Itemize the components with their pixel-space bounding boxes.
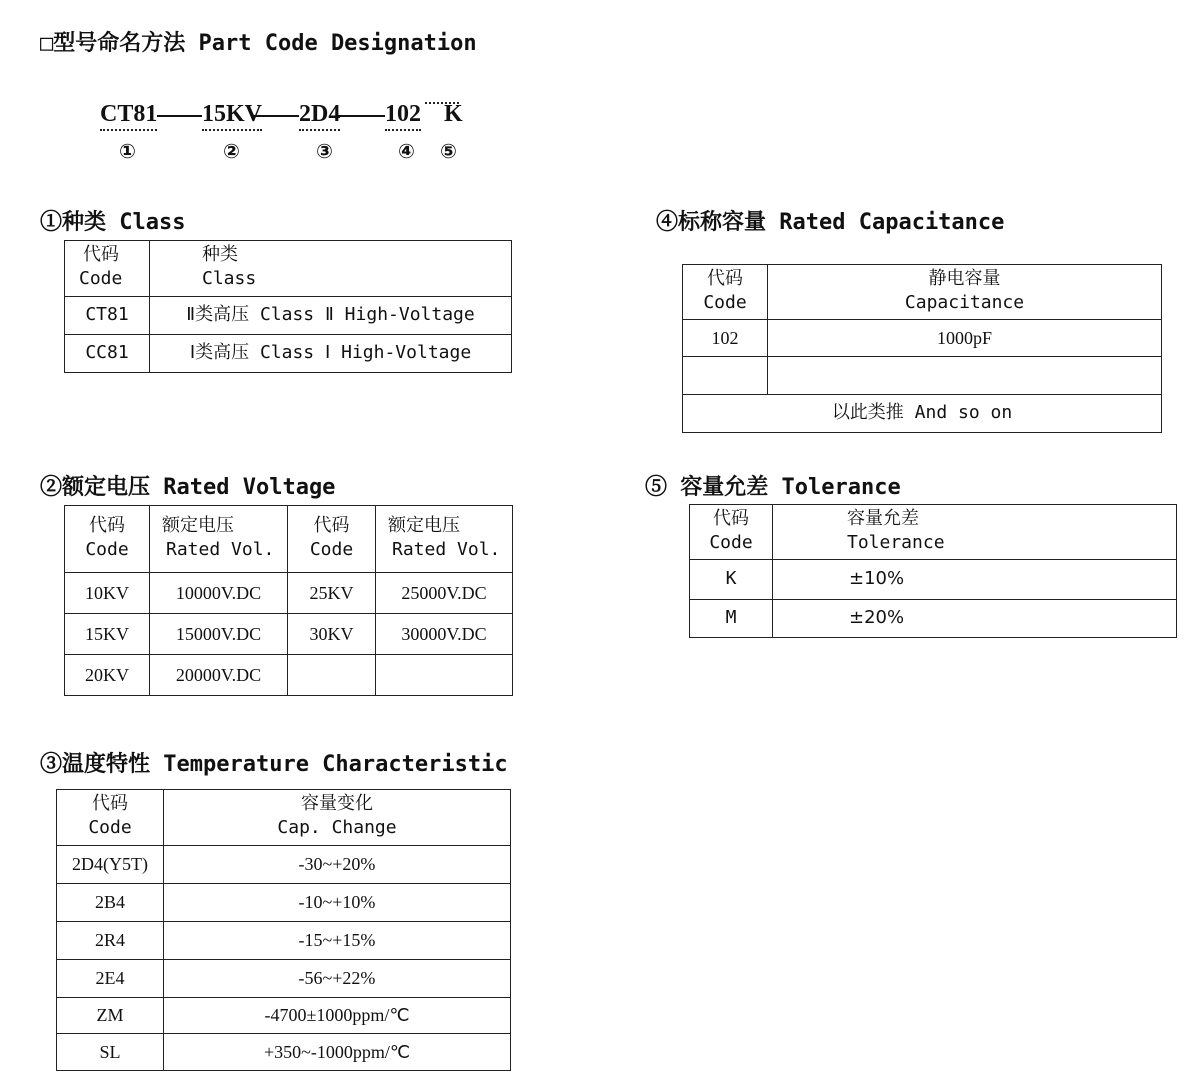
table-row bbox=[57, 960, 511, 998]
header-code-cn: 代码 bbox=[89, 515, 125, 536]
cell-code: 20KV bbox=[65, 655, 150, 696]
header-code-cn: 代码 bbox=[713, 508, 749, 529]
table-header-row bbox=[57, 790, 511, 846]
table-row bbox=[690, 600, 1177, 638]
marker-2: ② bbox=[223, 139, 240, 163]
cell-voltage: 25000V.DC bbox=[376, 573, 513, 614]
cell-code: CT81 bbox=[65, 297, 150, 335]
cell-tolerance: ±10% bbox=[773, 560, 1177, 600]
header-cell-class bbox=[150, 241, 512, 297]
header-vol-en: Rated Vol. bbox=[392, 539, 501, 561]
tolerance-heading: ⑤ 容量允差 Tolerance bbox=[645, 475, 901, 500]
tolerance-table bbox=[689, 504, 1177, 638]
cell-code: K bbox=[690, 560, 773, 600]
header-code-en: Code bbox=[79, 268, 123, 290]
cell-code: 102 bbox=[683, 320, 768, 357]
capacitance-table bbox=[682, 264, 1162, 433]
cell-change: -10~+10% bbox=[164, 884, 511, 922]
cell-code: 2B4 bbox=[57, 884, 164, 922]
header-code-en: Code bbox=[88, 817, 132, 839]
table-row bbox=[690, 560, 1177, 600]
header-tol-en: Tolerance bbox=[847, 532, 945, 554]
header-cell-code bbox=[65, 241, 150, 297]
part-code-diagram bbox=[100, 101, 480, 171]
table-row bbox=[683, 357, 1162, 395]
table-row bbox=[65, 335, 512, 373]
header-cell-capacitance bbox=[768, 265, 1162, 320]
cell-code: 10KV bbox=[65, 573, 150, 614]
table-row bbox=[683, 395, 1162, 433]
class-heading: ①种类 Class bbox=[40, 210, 186, 235]
marker-3: ③ bbox=[316, 139, 333, 163]
table-row bbox=[683, 320, 1162, 357]
cell-voltage: 20000V.DC bbox=[150, 655, 288, 696]
table-row bbox=[57, 1034, 511, 1071]
header-code-en: Code bbox=[709, 532, 753, 554]
header-cell-code bbox=[57, 790, 164, 846]
cell-tolerance: ±20% bbox=[773, 600, 1177, 638]
cell-change: -4700±1000ppm/℃ bbox=[164, 998, 511, 1034]
header-class-cn: 种类 bbox=[202, 244, 238, 265]
cell-code bbox=[683, 357, 768, 395]
cell-code bbox=[288, 655, 376, 696]
cell-code: SL bbox=[57, 1034, 164, 1071]
header-change-cn: 容量变化 bbox=[301, 793, 373, 814]
cell-change: -30~+20% bbox=[164, 846, 511, 884]
cell-code: ZM bbox=[57, 998, 164, 1034]
table-row bbox=[57, 846, 511, 884]
header-cell-code bbox=[683, 265, 768, 320]
cell-voltage: 30000V.DC bbox=[376, 614, 513, 655]
table-row bbox=[65, 573, 513, 614]
part-code-dash bbox=[253, 115, 299, 117]
header-tol-cn: 容量允差 bbox=[847, 508, 919, 529]
header-code-en: Code bbox=[703, 292, 747, 314]
part-code-dash bbox=[338, 115, 385, 117]
header-cap-cn: 静电容量 bbox=[928, 268, 1001, 289]
table-row bbox=[57, 998, 511, 1034]
cell-code: 15KV bbox=[65, 614, 150, 655]
header-cell-change bbox=[164, 790, 511, 846]
voltage-table bbox=[64, 505, 513, 696]
capacitance-heading: ④标称容量 Rated Capacitance bbox=[656, 210, 1005, 235]
cell-desc: Ⅰ类高压 Class Ⅰ High-Voltage bbox=[150, 335, 512, 373]
table-row bbox=[57, 884, 511, 922]
header-cell-code bbox=[65, 506, 150, 573]
header-vol-cn: 额定电压 bbox=[162, 515, 234, 536]
table-row bbox=[65, 655, 513, 696]
marker-5: ⑤ bbox=[440, 139, 457, 163]
header-vol-en: Rated Vol. bbox=[166, 539, 275, 561]
header-code-cn: 代码 bbox=[313, 515, 350, 536]
header-code-en: Code bbox=[85, 539, 129, 561]
cell-change: +350~-1000ppm/℃ bbox=[164, 1034, 511, 1071]
header-cell-code bbox=[690, 505, 773, 560]
cell-voltage: 15000V.DC bbox=[150, 614, 288, 655]
part-code-segment-temp: 2D4 bbox=[299, 101, 340, 131]
cell-capacitance bbox=[768, 357, 1162, 395]
class-table bbox=[64, 240, 512, 373]
table-header-row bbox=[65, 241, 512, 297]
header-code-cn: 代码 bbox=[707, 268, 743, 289]
cell-voltage: 10000V.DC bbox=[150, 573, 288, 614]
header-cell-code bbox=[288, 506, 376, 573]
cell-capacitance: 1000pF bbox=[768, 320, 1162, 357]
table-row bbox=[57, 922, 511, 960]
table-header-row bbox=[683, 265, 1162, 320]
marker-4: ④ bbox=[398, 139, 415, 163]
cell-voltage bbox=[376, 655, 513, 696]
part-code-segment-class: CT81 bbox=[100, 101, 157, 131]
cell-code: 2R4 bbox=[57, 922, 164, 960]
table-row bbox=[65, 614, 513, 655]
part-code-segment-voltage: 15KV bbox=[202, 101, 262, 131]
table-row bbox=[65, 297, 512, 335]
table-header-row bbox=[65, 506, 513, 573]
cell-code: CC81 bbox=[65, 335, 150, 373]
header-class-en: Class bbox=[202, 268, 257, 290]
cell-code: M bbox=[690, 600, 773, 638]
cell-code: 2E4 bbox=[57, 960, 164, 998]
header-cell-tolerance bbox=[773, 505, 1177, 560]
table-footer-note: 以此类推 And so on bbox=[683, 395, 1162, 433]
cell-code: 30KV bbox=[288, 614, 376, 655]
temp-heading: ③温度特性 Temperature Characteristic bbox=[40, 752, 508, 777]
cell-change: -56~+22% bbox=[164, 960, 511, 998]
header-code-en: Code bbox=[309, 539, 354, 561]
temp-table bbox=[56, 789, 511, 1071]
header-cell-vol bbox=[150, 506, 288, 573]
header-change-en: Cap. Change bbox=[277, 817, 397, 839]
voltage-heading: ②额定电压 Rated Voltage bbox=[40, 475, 336, 500]
part-code-segment-capacitance: 102 bbox=[385, 101, 421, 131]
page-title: □型号命名方法 Part Code Designation bbox=[40, 31, 477, 56]
cell-code: 25KV bbox=[288, 573, 376, 614]
cell-desc: Ⅱ类高压 Class Ⅱ High-Voltage bbox=[150, 297, 512, 335]
header-code-cn: 代码 bbox=[83, 244, 119, 265]
part-code-dash bbox=[157, 115, 202, 117]
part-code-segment-tolerance: K bbox=[444, 101, 463, 127]
header-code-cn: 代码 bbox=[92, 793, 128, 814]
header-cell-vol bbox=[376, 506, 513, 573]
marker-1: ① bbox=[119, 139, 136, 163]
header-cap-en: Capacitance bbox=[904, 292, 1025, 314]
table-header-row bbox=[690, 505, 1177, 560]
cell-change: -15~+15% bbox=[164, 922, 511, 960]
cell-code: 2D4(Y5T) bbox=[57, 846, 164, 884]
header-vol-cn: 额定电压 bbox=[388, 515, 460, 536]
